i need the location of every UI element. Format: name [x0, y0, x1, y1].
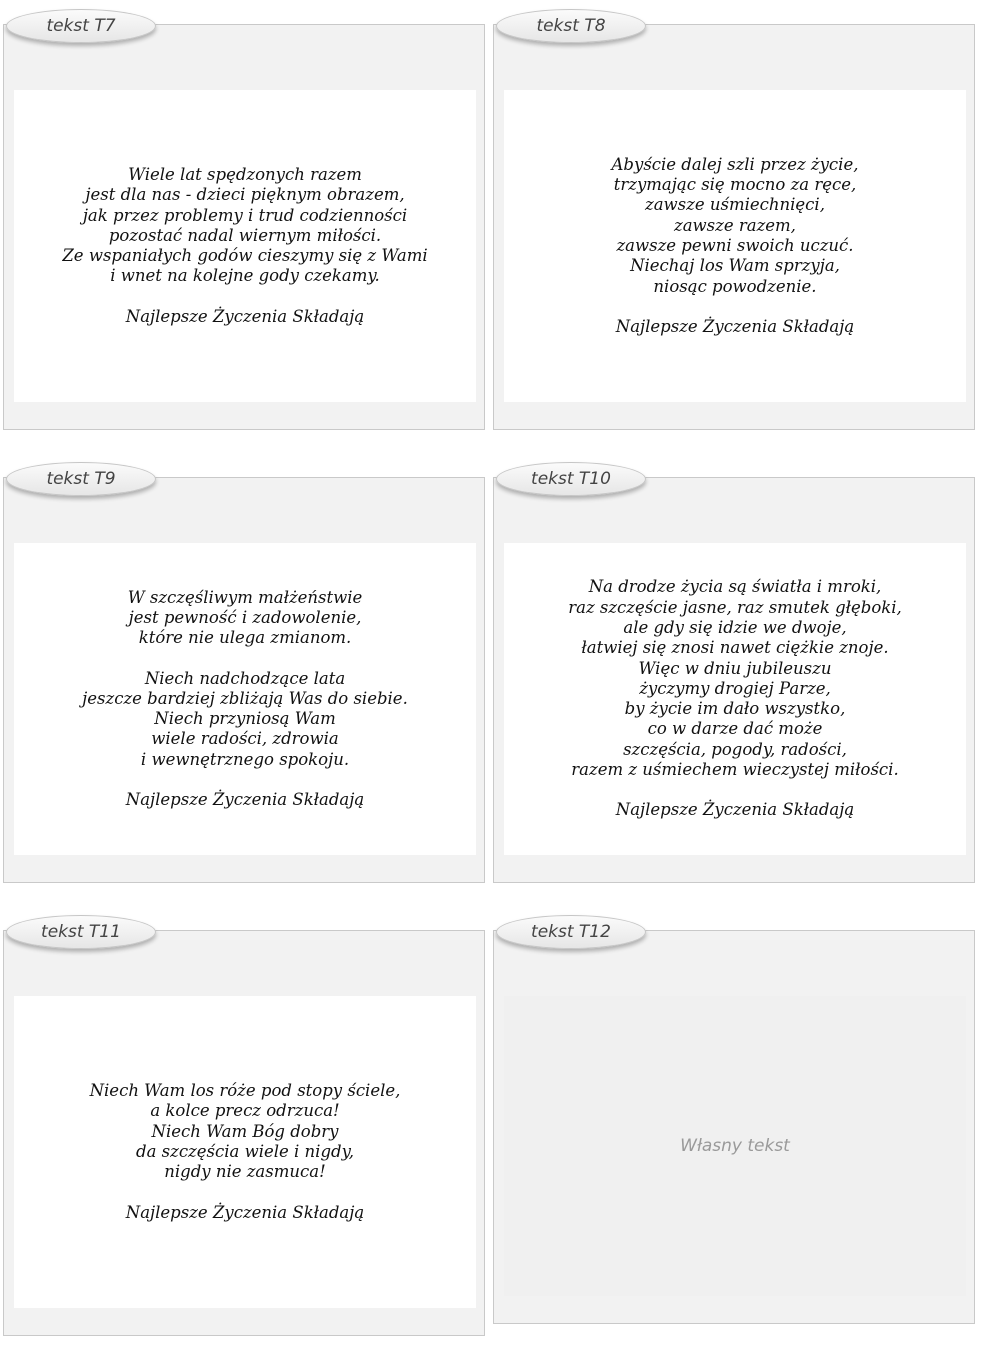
poem-line: szczęścia, pogody, radości,	[623, 739, 847, 759]
text-card-t8[interactable]	[493, 16, 975, 430]
poem-line: wiele radości, zdrowia	[151, 729, 339, 749]
poem-line: razem z uśmiechem wieczystej miłości.	[571, 760, 899, 780]
poem-line: da szczęścia wiele i nigdy,	[136, 1142, 354, 1161]
text-card-t10[interactable]	[493, 469, 975, 883]
tab-t12[interactable]: tekst T12	[496, 915, 646, 949]
tab-t10[interactable]: tekst T10	[496, 462, 646, 496]
poem-panel[interactable]	[14, 543, 476, 855]
custom-text-placeholder: Własny tekst	[680, 1136, 790, 1156]
poem-line: Niech przyniosą Wam	[154, 709, 336, 729]
poem-line: Na drodze życia są światła i mroki,	[588, 577, 882, 597]
poem-line: ale gdy się idzie we dwoje,	[623, 617, 847, 637]
poem-line: i wewnętrznego spokoju.	[140, 749, 350, 769]
poem-line: Najlepsze Życzenia Składają	[125, 1202, 365, 1222]
poem-panel[interactable]	[504, 90, 966, 402]
tab-t8[interactable]: tekst T8	[496, 9, 646, 43]
poem-line: życzymy drogiej Parze,	[639, 678, 831, 698]
poem-panel[interactable]	[14, 996, 476, 1308]
tab-t7[interactable]: tekst T7	[6, 9, 156, 43]
tab-t9[interactable]: tekst T9	[6, 462, 156, 496]
poem-panel[interactable]	[14, 90, 476, 402]
poem-line: Niech nadchodzące lata	[144, 668, 346, 688]
text-card-t9[interactable]	[3, 469, 485, 883]
poem-line: niosąc powodzenie.	[653, 276, 817, 296]
poem-text	[62, 165, 427, 327]
poem-line: nigdy nie zasmuca!	[164, 1162, 326, 1182]
poem-line: a kolce precz odrzuca!	[150, 1101, 340, 1121]
tab-t11[interactable]: tekst T11	[6, 915, 156, 949]
poem-line: Abyście dalej szli przez życie,	[611, 154, 859, 174]
poem-line: które nie ulega zmianom.	[138, 628, 352, 648]
poem-line: raz szczęście jasne, raz smutek głęboki,	[568, 597, 902, 617]
text-card-t12[interactable]	[493, 922, 975, 1324]
poem-line: by życie im dało wszystko,	[624, 699, 846, 719]
poem-line: Niech Wam los róże pod stopy ściele,	[89, 1081, 401, 1101]
poem-line: Najlepsze Życzenia Składają	[125, 306, 365, 326]
poem-line: jest pewność i zadowolenie,	[128, 607, 362, 627]
poem-line: Więc w dniu jubileuszu	[638, 658, 832, 678]
poem-line: co w darze dać może	[647, 719, 823, 739]
poem-line: Niechaj los Wam sprzyja,	[630, 256, 840, 276]
poem-line: zawsze uśmiechnięci,	[645, 195, 825, 215]
poem-line: Niech Wam Bóg dobry	[151, 1121, 339, 1141]
poem-line: Najlepsze Życzenia Składają	[615, 800, 855, 820]
poem-line: i wnet na kolejne gody czekamy.	[110, 266, 380, 286]
poem-line: zawsze pewni swoich uczuć.	[616, 236, 854, 255]
poem-line: trzymając się mocno za ręce,	[613, 175, 857, 195]
poem-line: łatwiej się znosi nawet ciężkie znoje.	[581, 638, 889, 658]
text-card-t11[interactable]	[3, 922, 485, 1336]
custom-text-panel[interactable]	[504, 996, 966, 1296]
poem-text	[82, 588, 408, 811]
poem-line: Najlepsze Życzenia Składają	[125, 790, 365, 810]
poem-text	[568, 577, 902, 820]
poem-line: zawsze razem,	[674, 215, 796, 235]
poem-panel[interactable]	[504, 543, 966, 855]
poem-line: jak przez problemy i trud codzienności	[82, 205, 408, 225]
poem-line: jeszcze bardziej zbliżają Was do siebie.	[82, 688, 408, 708]
poem-line: pozostać nadal wiernym miłości.	[108, 225, 382, 245]
poem-text	[90, 1081, 401, 1223]
poem-line: Najlepsze Życzenia Składają	[615, 316, 855, 336]
poem-line: jest dla nas - dzieci pięknym obrazem,	[85, 185, 405, 205]
poem-text	[612, 155, 859, 337]
poem-line: W szczęśliwym małżeństwie	[127, 587, 363, 607]
poem-line: Ze wspaniałych godów cieszymy się z Wami	[62, 246, 428, 266]
text-card-t7[interactable]	[3, 16, 485, 430]
poem-line: Wiele lat spędzonych razem	[128, 164, 362, 184]
